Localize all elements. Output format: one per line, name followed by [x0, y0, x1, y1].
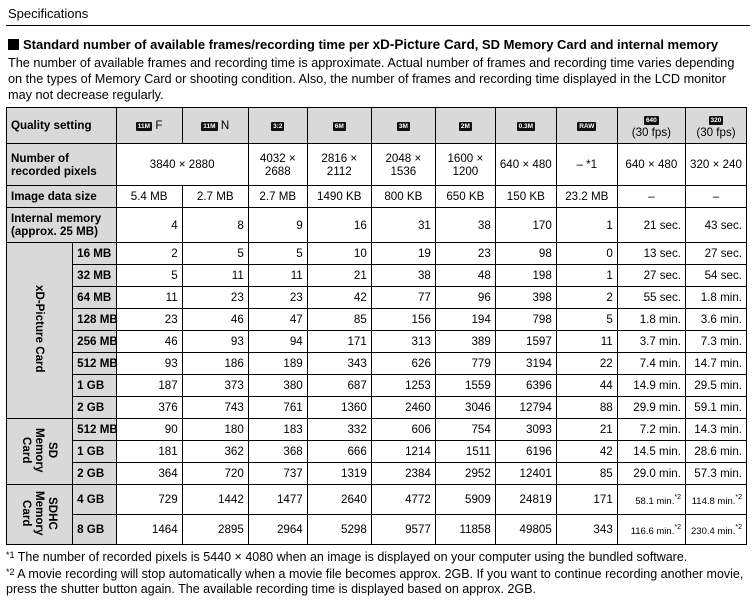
frames-value: 46	[182, 309, 248, 331]
frames-value: 737	[248, 463, 307, 485]
capacity-label: 256 MB	[73, 331, 116, 353]
sd-card-row	[7, 463, 747, 485]
frames-value: 19	[371, 243, 435, 265]
frames-value: 5	[116, 265, 182, 287]
frames-value: 13 sec.	[617, 243, 685, 265]
frames-value: 364	[116, 463, 182, 485]
frames-value: 606	[371, 419, 435, 441]
frames-value: 11	[182, 265, 248, 287]
frames-value: 96	[435, 287, 495, 309]
frames-value: 1253	[371, 375, 435, 397]
footnote-text: The number of recorded pixels is 5440 × 4080 when an image is displayed on your computer using the bundled software.	[14, 550, 688, 564]
frames-value: 3194	[495, 353, 556, 375]
pixels-value: 640 × 480	[495, 144, 556, 186]
frames-value: 1	[556, 208, 617, 243]
frames-value: 57.3 min.	[685, 463, 746, 485]
frames-value: 343	[556, 515, 617, 545]
quality-mode-icon: 3M	[398, 123, 408, 130]
sd-label-line: Memory	[33, 427, 47, 473]
frames-value: 1	[556, 265, 617, 287]
sd-card-label	[7, 419, 73, 485]
frames-value: 171	[556, 485, 617, 515]
frames-value: 1477	[248, 485, 307, 515]
frames-value: 6196	[495, 441, 556, 463]
intro-paragraph: The number of available frames and recording time is approximate. Actual number of frames and recording time varies depending on the types of Memory Card or shooting condition. Also, the number of frames and recording time displayed in the LCD monitor may not decrease regularly.	[8, 56, 735, 102]
frames-value: 1559	[435, 375, 495, 397]
frames-value: 59.1 min.	[685, 397, 746, 419]
quality-mode-icon: 320	[710, 116, 722, 124]
frames-value	[685, 485, 746, 515]
frames-value: 24819	[495, 485, 556, 515]
frames-value: 85	[556, 463, 617, 485]
footnote-ref: *2	[674, 524, 681, 532]
frames-value: 7.2 min.	[617, 419, 685, 441]
frames-value: 14.7 min.	[685, 353, 746, 375]
data-size-value: 5.4 MB	[116, 186, 182, 208]
frames-value: 170	[495, 208, 556, 243]
frames-value: 29.5 min.	[685, 375, 746, 397]
pixels-label	[7, 144, 117, 186]
header-row	[7, 108, 747, 144]
frames-value: 93	[182, 331, 248, 353]
quality-header	[435, 108, 495, 144]
frames-value: 21	[307, 265, 371, 287]
sdhc-label-line: SDHC	[46, 496, 60, 530]
internal-memory-label	[7, 208, 117, 243]
pixels-row	[7, 144, 747, 186]
frames-value: 5	[248, 243, 307, 265]
frames-value: 2	[116, 243, 182, 265]
capacity-label: 1 GB	[73, 375, 116, 397]
frames-value: 1214	[371, 441, 435, 463]
pixels-line: 1600 ×	[447, 151, 484, 165]
frames-value: 29.0 min.	[617, 463, 685, 485]
frames-value: 720	[182, 463, 248, 485]
frames-value: 626	[371, 353, 435, 375]
frames-value: 12794	[495, 397, 556, 419]
capacity-label: 1 GB	[73, 441, 116, 463]
pixels-value: – *1	[556, 144, 617, 186]
quality-label: Quality setting	[7, 108, 117, 144]
frames-value: 2964	[248, 515, 307, 545]
frames-value: 44	[556, 375, 617, 397]
heading-suffix: , SD Memory Card and internal memory	[474, 37, 719, 52]
footnote-ref: *2	[735, 494, 742, 502]
frame-rate-label: (30 fps)	[631, 125, 672, 139]
quality-mode-icon: RAW	[579, 123, 595, 130]
xd-card-row	[7, 353, 747, 375]
data-size-value: 150 KB	[495, 186, 556, 208]
pixels-value: 640 × 480	[617, 144, 685, 186]
data-size-value: 2.7 MB	[182, 186, 248, 208]
frames-value: 38	[371, 265, 435, 287]
frames-value: 31	[371, 208, 435, 243]
quality-header	[617, 108, 685, 144]
internal-label-line: Internal memory	[11, 212, 102, 225]
footnote-mark: *2	[6, 567, 15, 577]
frames-value: 11	[556, 331, 617, 353]
pixels-value	[371, 144, 435, 186]
xd-card-row	[7, 331, 747, 353]
pixels-label-line: Number of	[11, 151, 69, 165]
frames-value: 2384	[371, 463, 435, 485]
frames-value: 90	[116, 419, 182, 441]
frames-value: 14.3 min.	[685, 419, 746, 441]
frames-value: 16	[307, 208, 371, 243]
frames-value: 332	[307, 419, 371, 441]
pixels-line: 1200	[452, 164, 479, 178]
frames-value: 27 sec.	[685, 243, 746, 265]
frames-value: 2	[556, 287, 617, 309]
frames-value: 23	[116, 309, 182, 331]
frames-value: 183	[248, 419, 307, 441]
sdhc-card-row	[7, 515, 747, 545]
frames-value: 21	[556, 419, 617, 441]
heading-emphasis: xD-Picture Card	[372, 37, 475, 52]
frames-value: 2640	[307, 485, 371, 515]
table-heading	[8, 37, 718, 52]
frames-value: 2895	[182, 515, 248, 545]
recording-time: 230.4 min.	[691, 525, 736, 537]
data-size-value: 650 KB	[435, 186, 495, 208]
frames-value: 373	[182, 375, 248, 397]
quality-mode-icon: 0.3M	[518, 123, 534, 130]
sd-group-label	[20, 428, 59, 472]
frames-value: 3046	[435, 397, 495, 419]
frame-rate-label: (30 fps)	[696, 125, 736, 139]
xd-card-row	[7, 309, 747, 331]
sdhc-label-line: Memory	[33, 490, 47, 536]
frames-value: 187	[116, 375, 182, 397]
frames-value: 368	[248, 441, 307, 463]
quality-header	[495, 108, 556, 144]
data-size-value: 800 KB	[371, 186, 435, 208]
capacity-label: 16 MB	[73, 243, 116, 265]
frames-value: 389	[435, 331, 495, 353]
frames-value: 5	[182, 243, 248, 265]
frames-value: 8	[182, 208, 248, 243]
frames-value: 22	[556, 353, 617, 375]
frames-value: 7.4 min.	[617, 353, 685, 375]
frames-value: 171	[307, 331, 371, 353]
footnote-ref: *2	[735, 524, 742, 532]
frames-value: 1511	[435, 441, 495, 463]
frames-value: 88	[556, 397, 617, 419]
frames-value: 156	[371, 309, 435, 331]
frames-value: 94	[248, 331, 307, 353]
frames-value: 27 sec.	[617, 265, 685, 287]
frames-value	[617, 485, 685, 515]
frames-value: 6396	[495, 375, 556, 397]
frames-value: 2460	[371, 397, 435, 419]
quality-header	[182, 108, 248, 144]
pixels-value	[435, 144, 495, 186]
recording-time: 114.8 min.	[691, 495, 736, 507]
frames-value: 180	[182, 419, 248, 441]
data-size-value: 2.7 MB	[248, 186, 307, 208]
frames-value: 194	[435, 309, 495, 331]
frames-value: 98	[495, 243, 556, 265]
frames-value: 1.8 min.	[617, 309, 685, 331]
capacity-label: 8 GB	[73, 515, 116, 545]
frames-value: 380	[248, 375, 307, 397]
frames-value: 189	[248, 353, 307, 375]
sd-label-line: Card	[20, 436, 34, 464]
frames-value: 10	[307, 243, 371, 265]
quality-mode-icon: 3:2	[273, 123, 283, 130]
frames-value: 4772	[371, 485, 435, 515]
sdhc-card-label	[7, 485, 73, 545]
frames-value: 43 sec.	[685, 208, 746, 243]
capacity-label: 512 MB	[73, 419, 116, 441]
capacity-label: 512 MB	[73, 353, 116, 375]
section-title: Specifications	[8, 6, 89, 21]
data-size-value: –	[685, 186, 746, 208]
frames-value: 2952	[435, 463, 495, 485]
frames-value: 47	[248, 309, 307, 331]
data-size-value: –	[617, 186, 685, 208]
table-body	[7, 108, 747, 545]
frames-value: 23	[435, 243, 495, 265]
sd-label-line: SD	[46, 441, 60, 459]
frames-value: 42	[307, 287, 371, 309]
heading-prefix: Standard number of available frames/recording time per	[23, 37, 373, 52]
xd-card-row	[7, 287, 747, 309]
xd-card-row	[7, 265, 747, 287]
quality-suffix: F	[155, 119, 163, 132]
frames-value: 21 sec.	[617, 208, 685, 243]
frames-value: 198	[495, 265, 556, 287]
pixels-value	[307, 144, 371, 186]
frames-value: 729	[116, 485, 182, 515]
xd-group-label: xD-Picture Card	[33, 285, 47, 373]
frames-value: 28.6 min.	[685, 441, 746, 463]
frames-value: 23	[248, 287, 307, 309]
footnote-ref: *2	[674, 494, 681, 502]
frames-value: 48	[435, 265, 495, 287]
frames-value: 1442	[182, 485, 248, 515]
frames-value: 779	[435, 353, 495, 375]
frames-value: 5	[556, 309, 617, 331]
frames-value: 3.7 min.	[617, 331, 685, 353]
frames-value: 3093	[495, 419, 556, 441]
xd-card-label	[7, 243, 73, 419]
sdhc-label-line: Card	[20, 499, 34, 527]
footnote-text: A movie recording will stop automatically when a movie file becomes approx. 2GB. If you want to continue recording another movie, press the shutter button again. The available recording time is displayed based on approx. 2GB.	[6, 567, 744, 596]
capacity-label: 4 GB	[73, 485, 116, 515]
capacity-label: 2 GB	[73, 397, 116, 419]
frames-value: 9	[248, 208, 307, 243]
pixels-label-line: recorded pixels	[11, 164, 97, 178]
frames-value	[617, 515, 685, 545]
quality-mode-icon: 6M	[334, 123, 344, 130]
frames-value: 1464	[116, 515, 182, 545]
frames-value: 11	[116, 287, 182, 309]
xd-card-row	[7, 375, 747, 397]
capacity-label: 32 MB	[73, 265, 116, 287]
frames-value: 38	[435, 208, 495, 243]
frames-value: 3.6 min.	[685, 309, 746, 331]
pixels-line: 4032 ×	[259, 151, 296, 165]
frames-value: 1597	[495, 331, 556, 353]
frames-value: 4	[116, 208, 182, 243]
quality-header	[556, 108, 617, 144]
quality-mode-icon: 2M	[460, 123, 470, 130]
footnote-mark: *1	[6, 550, 15, 560]
frames-value: 1319	[307, 463, 371, 485]
xd-card-row	[7, 397, 747, 419]
frames-value: 687	[307, 375, 371, 397]
data-size-label: Image data size	[7, 186, 117, 208]
frames-value: 54 sec.	[685, 265, 746, 287]
quality-header	[685, 108, 746, 144]
quality-mode-icon: 11M	[203, 123, 216, 130]
data-size-value: 23.2 MB	[556, 186, 617, 208]
frames-value: 85	[307, 309, 371, 331]
frames-value: 93	[116, 353, 182, 375]
sd-card-row	[7, 419, 747, 441]
frames-value: 55 sec.	[617, 287, 685, 309]
pixels-value	[248, 144, 307, 186]
quality-header	[371, 108, 435, 144]
frames-value: 42	[556, 441, 617, 463]
pixels-value: 3840 × 2880	[116, 144, 248, 186]
frames-value: 343	[307, 353, 371, 375]
pixels-value: 320 × 240	[685, 144, 746, 186]
data-size-row	[7, 186, 747, 208]
sdhc-group-label	[20, 491, 59, 535]
frames-value: 666	[307, 441, 371, 463]
frames-value: 11	[248, 265, 307, 287]
quality-suffix: N	[220, 119, 230, 132]
pixels-line: 2112	[326, 164, 352, 178]
footnotes	[6, 548, 750, 597]
quality-mode-icon: 11M	[137, 123, 151, 130]
frames-value: 5298	[307, 515, 371, 545]
pixels-line: 1536	[390, 164, 417, 178]
frames-value: 743	[182, 397, 248, 419]
data-size-value: 1490 KB	[307, 186, 371, 208]
frames-value: 46	[116, 331, 182, 353]
frames-value: 398	[495, 287, 556, 309]
frames-value: 29.9 min.	[617, 397, 685, 419]
frames-value: 1.8 min.	[685, 287, 746, 309]
frames-value: 9577	[371, 515, 435, 545]
frames-value	[685, 515, 746, 545]
frames-value: 186	[182, 353, 248, 375]
recording-time: 58.1 min.	[635, 495, 675, 507]
frames-table	[6, 107, 747, 545]
frames-value: 49805	[495, 515, 556, 545]
xd-card-row	[7, 243, 747, 265]
recording-time: 116.6 min.	[630, 525, 675, 537]
capacity-label: 64 MB	[73, 287, 116, 309]
footnote-1	[6, 548, 750, 565]
quality-header	[116, 108, 182, 144]
quality-header	[248, 108, 307, 144]
frames-value: 1360	[307, 397, 371, 419]
capacity-label: 128 MB	[73, 309, 116, 331]
frames-value: 313	[371, 331, 435, 353]
frames-value: 77	[371, 287, 435, 309]
frames-value: 12401	[495, 463, 556, 485]
frames-value: 362	[182, 441, 248, 463]
quality-mode-icon: 640	[645, 116, 657, 124]
footnote-2	[6, 565, 750, 597]
sdhc-card-row	[7, 485, 747, 515]
frames-value: 754	[435, 419, 495, 441]
pixels-line: 2816 ×	[321, 151, 358, 165]
frames-value: 5909	[435, 485, 495, 515]
internal-label-line: (approx. 25 MB)	[11, 225, 98, 238]
sd-card-row	[7, 441, 747, 463]
frames-value: 23	[182, 287, 248, 309]
frames-value: 0	[556, 243, 617, 265]
pixels-line: 2688	[264, 164, 291, 178]
frames-value: 11858	[435, 515, 495, 545]
pixels-line: 2048 ×	[385, 151, 422, 165]
frames-value: 376	[116, 397, 182, 419]
frames-value: 14.5 min.	[617, 441, 685, 463]
frames-value: 181	[116, 441, 182, 463]
bullet-square-icon	[8, 39, 19, 50]
capacity-label: 2 GB	[73, 463, 116, 485]
internal-memory-row	[7, 208, 747, 243]
frames-value: 7.3 min.	[685, 331, 746, 353]
quality-header	[307, 108, 371, 144]
frames-value: 761	[248, 397, 307, 419]
frames-value: 14.9 min.	[617, 375, 685, 397]
title-divider	[6, 25, 750, 26]
frames-value: 798	[495, 309, 556, 331]
